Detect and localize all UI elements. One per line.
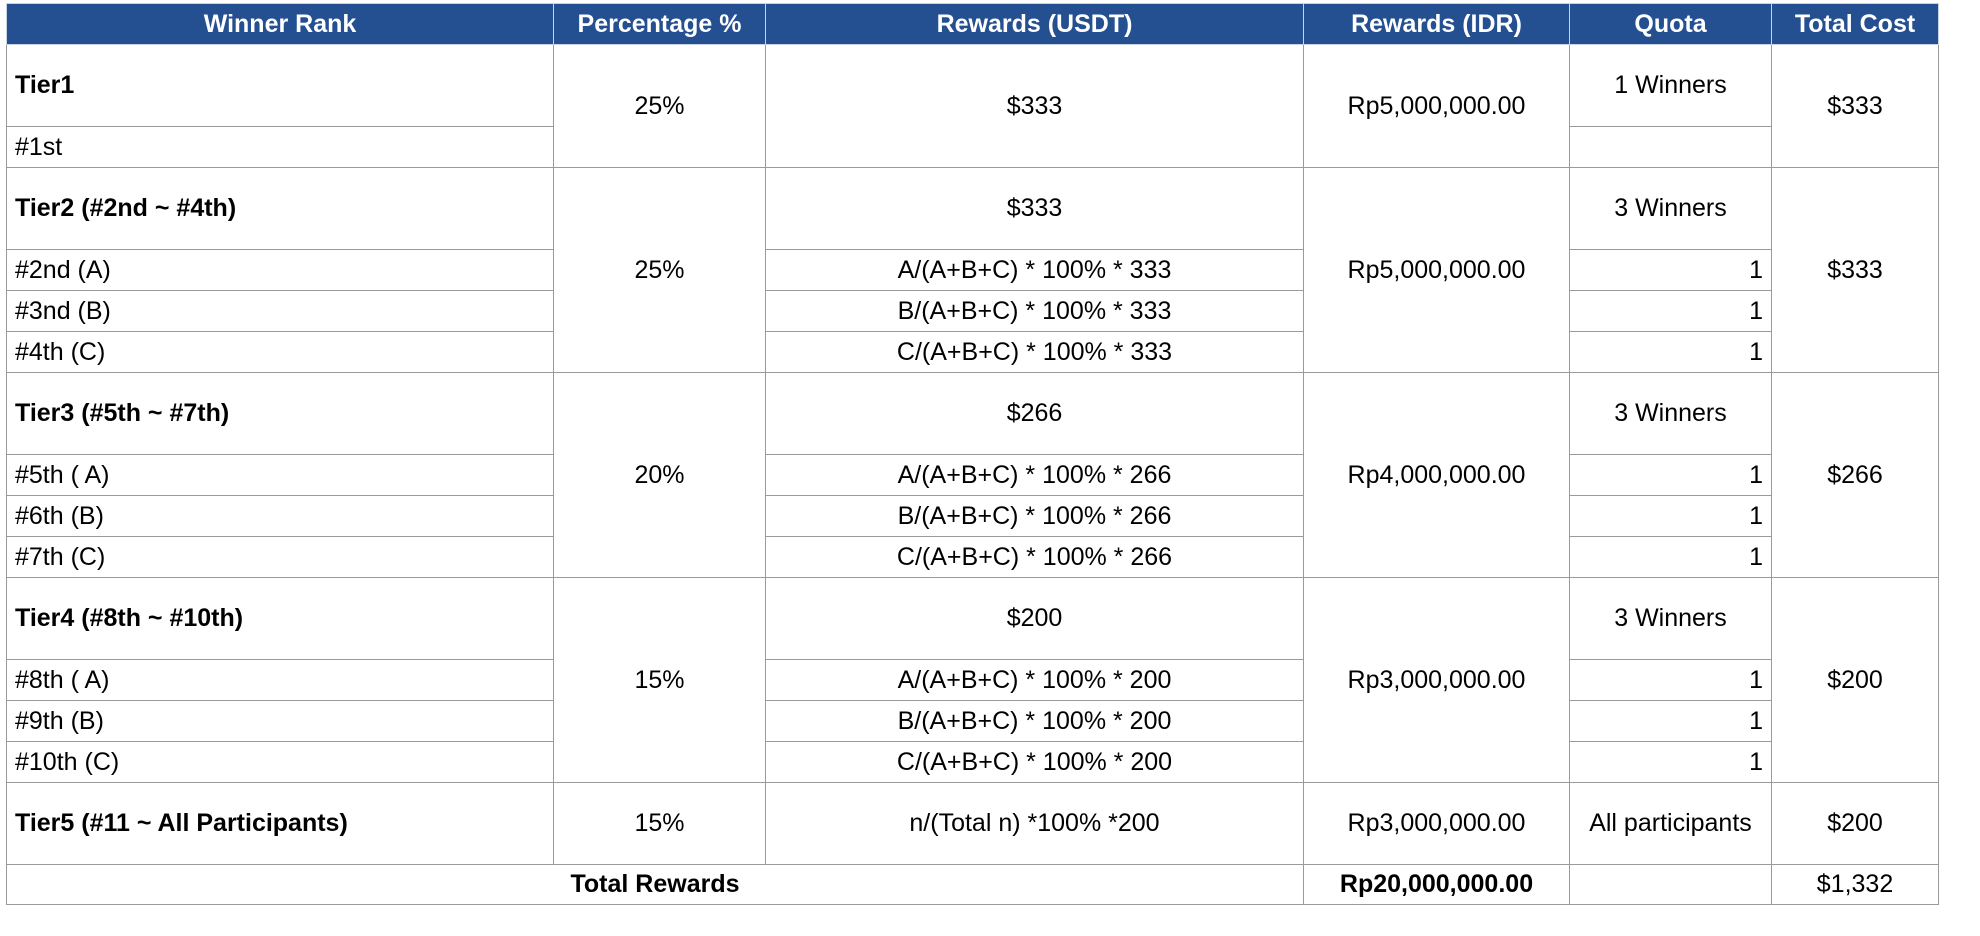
rewards-table [6,3,1939,905]
formula-cell: B/(A+B+C) * 100% * 333 [766,291,1304,332]
tier4-row [7,578,1939,660]
formula-cell: A/(A+B+C) * 100% * 333 [766,250,1304,291]
formula-cell: A/(A+B+C) * 100% * 266 [766,455,1304,496]
quota-cell: 1 [1570,332,1772,373]
total-row [7,865,1939,905]
formula-cell: C/(A+B+C) * 100% * 266 [766,537,1304,578]
quota-cell [1570,127,1772,168]
tier4-quota: 3 Winners [1570,578,1772,660]
table-row [7,291,1939,332]
table-row [7,537,1939,578]
header-total-cost: Total Cost [1772,4,1939,45]
rank-cell: #2nd (A) [7,250,554,291]
rank-cell: #1st [7,127,554,168]
tier3-total-cost: $266 [1772,373,1939,578]
quota-cell: 1 [1570,496,1772,537]
tier3-rewards-usdt: $266 [766,373,1304,455]
tier5-total-cost: $200 [1772,783,1939,865]
tier2-rewards-usdt: $333 [766,168,1304,250]
tier1-percentage: 25% [554,45,766,168]
header-percentage: Percentage % [554,4,766,45]
tier2-label: Tier2 (#2nd ~ #4th) [7,168,554,250]
tier2-percentage: 25% [554,168,766,373]
quota-cell: 1 [1570,291,1772,332]
quota-cell: 1 [1570,742,1772,783]
rank-cell: #8th ( A) [7,660,554,701]
rank-cell: #4th (C) [7,332,554,373]
rank-cell: #9th (B) [7,701,554,742]
total-label: Total Rewards [7,865,1304,905]
tier3-label: Tier3 (#5th ~ #7th) [7,373,554,455]
rank-cell: #6th (B) [7,496,554,537]
tier1-rewards-idr: Rp5,000,000.00 [1304,45,1570,168]
formula-cell: B/(A+B+C) * 100% * 200 [766,701,1304,742]
tier1-rewards-usdt: $333 [766,45,1304,168]
total-rewards-idr: Rp20,000,000.00 [1304,865,1570,905]
table-row [7,660,1939,701]
tier5-percentage: 15% [554,783,766,865]
tier5-rewards-idr: Rp3,000,000.00 [1304,783,1570,865]
tier5-quota: All participants [1570,783,1772,865]
header-quota: Quota [1570,4,1772,45]
tier2-total-cost: $333 [1772,168,1939,373]
tier4-rewards-idr: Rp3,000,000.00 [1304,578,1570,783]
tier3-rewards-idr: Rp4,000,000.00 [1304,373,1570,578]
table-row [7,496,1939,537]
table-row [7,742,1939,783]
quota-cell: 1 [1570,455,1772,496]
total-quota-cell [1570,865,1772,905]
formula-cell: C/(A+B+C) * 100% * 200 [766,742,1304,783]
tier2-rewards-idr: Rp5,000,000.00 [1304,168,1570,373]
tier5-rewards-usdt: n/(Total n) *100% *200 [766,783,1304,865]
tier4-rewards-usdt: $200 [766,578,1304,660]
header-row [7,4,1939,45]
tier5-label: Tier5 (#11 ~ All Participants) [7,783,554,865]
header-rewards-usdt: Rewards (USDT) [766,4,1304,45]
formula-cell: B/(A+B+C) * 100% * 266 [766,496,1304,537]
table-row [7,250,1939,291]
tier3-quota: 3 Winners [1570,373,1772,455]
tier4-percentage: 15% [554,578,766,783]
header-rewards-idr: Rewards (IDR) [1304,4,1570,45]
quota-cell: 1 [1570,701,1772,742]
rank-cell: #7th (C) [7,537,554,578]
quota-cell: 1 [1570,250,1772,291]
tier5-row [7,783,1939,865]
tier3-row [7,373,1939,455]
header-winner-rank: Winner Rank [7,4,554,45]
table-row [7,332,1939,373]
quota-cell: 1 [1570,660,1772,701]
table-row [7,701,1939,742]
rank-cell: #3nd (B) [7,291,554,332]
tier3-percentage: 20% [554,373,766,578]
rewards-table-container [6,3,1938,905]
formula-cell: A/(A+B+C) * 100% * 200 [766,660,1304,701]
tier1-row [7,45,1939,127]
rank-cell: #10th (C) [7,742,554,783]
tier1-total-cost: $333 [1772,45,1939,168]
tier1-label: Tier1 [7,45,554,127]
table-row [7,455,1939,496]
tier4-label: Tier4 (#8th ~ #10th) [7,578,554,660]
tier4-total-cost: $200 [1772,578,1939,783]
total-cost: $1,332 [1772,865,1939,905]
tier2-row [7,168,1939,250]
formula-cell: C/(A+B+C) * 100% * 333 [766,332,1304,373]
tier2-quota: 3 Winners [1570,168,1772,250]
quota-cell: 1 [1570,537,1772,578]
rank-cell: #5th ( A) [7,455,554,496]
tier1-quota: 1 Winners [1570,45,1772,127]
